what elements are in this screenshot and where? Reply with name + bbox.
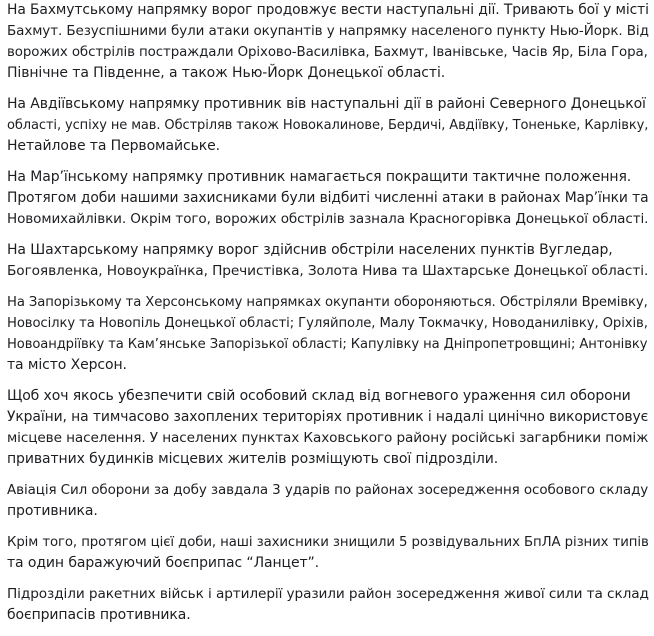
text-line: Авіація Сил оборони за добу завдала 3 ударів по районах зосередження особового складу <box>7 482 649 498</box>
text-line: Щоб хоч якось убезпечити свій особовий склад від вогневого ураження сил оборони <box>7 388 631 404</box>
text-line: Північне та Південне, а також Нью-Йорк Донецької області. <box>7 65 446 81</box>
text-line: боєприпасів противника. <box>7 607 191 623</box>
text-line: області, успіху не мав. Обстріляв також Новокалинове, Бердичі, Авдіївку, Тоненьке, Карлівку, <box>7 118 649 133</box>
text-line: Новоандріївку та Кам’янське Запорізької області; Капулівку на Дніпропетровщині; Антонівку <box>7 337 648 352</box>
text-line: противника. <box>7 503 98 519</box>
text-line: Новомихайлівки. Окрім того, ворожих обстрілів зазнала Красногорівка Донецької області. <box>7 211 649 227</box>
paragraph-artillery <box>7 584 649 626</box>
paragraph-zaporizhzhia-kherson <box>7 292 649 376</box>
text-line: На Шахтарському напрямку ворог здійснив обстріли населених пунктів Вугледар, <box>7 242 613 258</box>
text-line: На Авдіївському напрямку противник вів наступальні дії в районі Северного Донецької <box>7 96 646 112</box>
text-line: та місто Херсон. <box>7 357 127 373</box>
text-line: На Бахмутському напрямку ворог продовжує вести наступальні дії. Тривають бої у місті <box>7 2 649 18</box>
paragraph-occupied-territories <box>7 386 649 470</box>
text-line: Крім того, протягом цієї доби, наші захисники знищили 5 розвідувальних БпЛА різних типів <box>7 535 649 550</box>
paragraph-aviation <box>7 480 649 522</box>
text-line: ворожих обстрілів постраждали Оріхово-Василівка, Бахмут, Іванівське, Часів Яр, Біла Гора, <box>7 45 648 60</box>
text-line: На Мар’їнському напрямку противник намагається покращити тактичне положення. <box>7 169 632 185</box>
paragraph-drones <box>7 532 649 574</box>
text-line: Богоявленка, Новоукраїнка, Пречистівка, Золота Нива та Шахтарське Донецької області. <box>7 263 649 279</box>
paragraph-bakhmut <box>7 0 649 84</box>
text-line: та один баражуючий боєприпас “Ланцет”. <box>7 555 320 571</box>
text-line: Новосілку та Новопіль Донецької області; Гуляйполе, Малу Токмачку, Новоданилівку, Оріхів, <box>7 316 648 331</box>
text-line: Бахмут. Безуспішними були атаки окупантів у напрямку населеного пункту Нью-Йорк. Від <box>7 23 649 39</box>
text-line: Підрозділи ракетних військ і артилерії уразили район зосередження живої сили та склад <box>7 586 649 602</box>
paragraph-marinka <box>7 167 649 230</box>
text-line: На Запорізькому та Херсонському напрямках окупанти обороняються. Обстріляли Времівку, <box>7 295 648 310</box>
text-line: місцеве населення. У населених пунктах Каховського району російські загарбники поміж <box>7 430 649 446</box>
paragraph-avdiivka <box>7 94 649 157</box>
text-line: приватних будинків місцевих жителів розміщують свої підрозділи. <box>7 451 499 467</box>
text-line: Протягом доби нашими захисниками були відбиті численні атаки в районах Мар’їнки та <box>7 190 649 206</box>
text-line: України, на тимчасово захоплених територіях противник і надалі цинічно використовує <box>7 409 649 425</box>
post-text <box>7 0 649 636</box>
text-line: Нетайлове та Первомайське. <box>7 138 220 154</box>
paragraph-shakhtarsk <box>7 240 649 282</box>
